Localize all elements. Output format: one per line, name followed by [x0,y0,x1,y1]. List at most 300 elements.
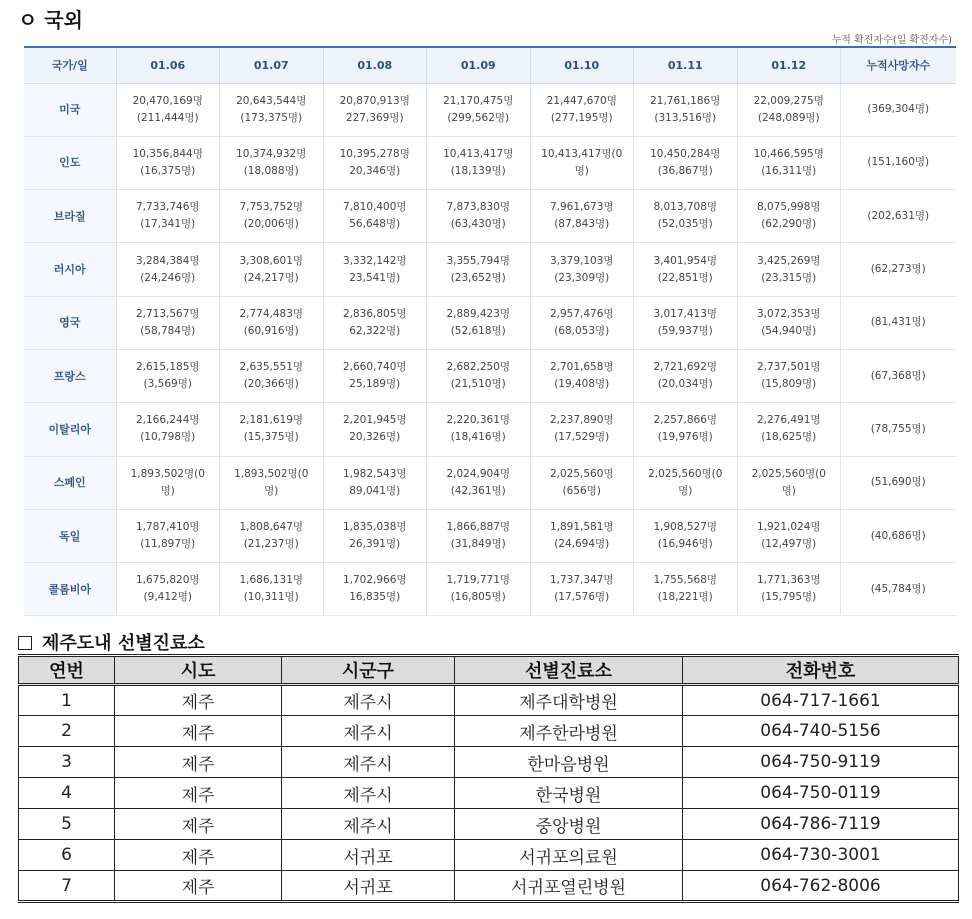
case-count-cell [116,349,220,402]
province: 제주 [115,871,282,902]
case-count-line: 2,024,904명 [446,467,511,480]
table-row [24,136,956,189]
case-count-cell [220,296,324,349]
case-count-cell [116,403,220,456]
column-header: 국가/일 [24,47,116,83]
case-count-cell [427,243,531,296]
table-row [19,840,959,871]
case-count-cell [634,136,738,189]
case-count-line: (58,784명) [140,324,196,337]
case-count-cell [634,509,738,562]
column-header: 시도 [115,656,282,685]
clinics-section-title [18,629,205,655]
case-count-cell [737,563,841,616]
table-unit-note: 누적 확진자수(일 확진자수) [831,35,952,46]
table-row [19,747,959,778]
case-count-line: 2,721,692명 [653,361,718,374]
column-header: 01.12 [737,47,841,83]
case-count-line: 2,220,361명 [446,414,511,427]
row-number: 1 [19,685,115,716]
case-count-line: 1,755,568명 [653,574,718,587]
case-count-line: 2,713,567명 [135,307,200,320]
city: 서귀포 [282,840,455,871]
case-count-line: 56,648명) [349,218,401,231]
case-count-line: 명) [264,484,279,497]
city: 제주시 [282,747,455,778]
cumulative-deaths: (151,160명) [841,136,956,189]
cumulative-deaths: (78,755명) [841,403,956,456]
country-name: 스페인 [24,456,116,509]
case-count-line: (248,089명) [757,111,820,124]
case-count-cell [427,456,531,509]
case-count-line: (31,849명) [450,538,506,551]
case-count-line: (17,529명) [554,431,610,444]
case-count-line: (24,246명) [140,271,196,284]
case-count-line: 3,017,413명 [653,307,718,320]
case-count-line: 1,891,581명 [549,521,614,534]
case-count-line: 7,961,673명 [549,201,614,214]
case-count-line: 2,025,560명(0 [648,467,723,480]
case-count-line: (68,053명) [554,324,610,337]
case-count-cell [634,190,738,243]
case-count-line: 2,660,740명 [342,361,407,374]
case-count-cell [737,190,841,243]
case-count-line: (17,576명) [554,591,610,604]
province: 제주 [115,747,282,778]
phone-number: 064-762-8006 [683,871,959,902]
case-count-cell [737,136,841,189]
case-count-cell [530,349,634,402]
city: 제주시 [282,685,455,716]
case-count-line: 명) [678,484,693,497]
case-count-line: (15,795명) [761,591,817,604]
case-count-line: (59,937명) [657,324,713,337]
case-count-line: 3,355,794명 [446,254,511,267]
case-count-line: (9,412명) [143,591,192,604]
case-count-line: (15,375명) [243,431,299,444]
case-count-cell [427,509,531,562]
cumulative-deaths: (45,784명) [841,563,956,616]
case-count-line: 21,447,670명 [546,94,617,107]
case-count-line: (18,416명) [450,431,506,444]
row-number: 4 [19,778,115,809]
table-row [24,403,956,456]
clinic-name: 서귀포의료원 [455,840,683,871]
cumulative-deaths: (40,686명) [841,509,956,562]
case-count-line: 1,893,502명(0 [130,467,205,480]
case-count-line: 3,072,353명 [756,307,821,320]
case-count-cell [323,190,427,243]
case-count-cell [116,83,220,136]
case-count-line: (16,946명) [657,538,713,551]
case-count-line: (87,843명) [554,218,610,231]
case-count-line: (24,217명) [243,271,299,284]
case-count-cell [427,83,531,136]
case-count-line: (12,497명) [761,538,817,551]
case-count-line: (24,694명) [554,538,610,551]
cumulative-deaths: (67,368명) [841,349,956,402]
case-count-line: 2,889,423명 [446,307,511,320]
case-count-line: 2,635,551명 [239,361,304,374]
case-count-line: 2,276,491명 [756,414,821,427]
case-count-line: (3,569명) [143,378,192,391]
case-count-line: 7,810,400명 [342,201,407,214]
province: 제주 [115,685,282,716]
cumulative-deaths: (81,431명) [841,296,956,349]
case-count-line: (62,290명) [761,218,817,231]
case-count-line: 2,836,805명 [342,307,407,320]
case-count-cell [530,83,634,136]
column-header: 누적사망자수 [841,47,956,83]
table-row [24,190,956,243]
table-header-row [24,47,956,83]
case-count-line: 2,201,945명 [342,414,407,427]
case-count-line: (18,625명) [761,431,817,444]
table-row [24,349,956,402]
case-count-line: (11,897명) [140,538,196,551]
case-count-cell [634,403,738,456]
case-count-line: 명) [574,164,589,177]
case-count-cell [323,456,427,509]
case-count-line: 20,346명) [349,164,401,177]
case-count-line: (173,375명) [240,111,303,124]
case-count-cell [634,243,738,296]
case-count-line: (52,035명) [657,218,713,231]
column-header: 01.11 [634,47,738,83]
table-row [24,563,956,616]
case-count-cell [323,136,427,189]
case-count-cell [737,83,841,136]
case-count-cell [530,136,634,189]
clinic-name: 제주대학병원 [455,685,683,716]
column-header: 연번 [19,656,115,685]
case-count-line: (15,809명) [761,378,817,391]
case-count-line: (23,315명) [761,271,817,284]
table-row [19,716,959,747]
case-count-line: (22,851명) [657,271,713,284]
case-count-line: 3,379,103명 [549,254,614,267]
column-header: 선별진료소 [455,656,683,685]
country-name: 콜롬비아 [24,563,116,616]
column-header: 시군구 [282,656,455,685]
row-number: 2 [19,716,115,747]
case-count-line: 2,682,250명 [446,361,511,374]
case-count-line: (36,867명) [657,164,713,177]
case-count-line: (18,088명) [243,164,299,177]
case-count-line: (10,311명) [243,591,299,604]
city: 서귀포 [282,871,455,902]
country-name: 인도 [24,136,116,189]
case-count-cell [323,83,427,136]
case-count-line: 명) [781,484,796,497]
case-count-line: 1,771,363명 [756,574,821,587]
case-count-cell [427,349,531,402]
case-count-line: (21,237명) [243,538,299,551]
case-count-cell [530,296,634,349]
checkbox-bullet-icon [18,636,32,650]
table-header-row [19,656,959,685]
case-count-line: 10,374,932명 [236,147,307,160]
case-count-cell [737,243,841,296]
case-count-line: 20,326명) [349,431,401,444]
case-count-cell [737,349,841,402]
case-count-line: 10,450,284명 [650,147,721,160]
case-count-line: (52,618명) [450,324,506,337]
country-name: 러시아 [24,243,116,296]
case-count-cell [323,349,427,402]
case-count-cell [220,456,324,509]
case-count-line: 1,719,771명 [446,574,511,587]
clinics-title-text: 제주도내 선별진료소 [42,633,205,654]
case-count-cell [116,136,220,189]
case-count-line: 1,982,543명 [342,467,407,480]
clinic-name: 한마음병원 [455,747,683,778]
case-count-line: (656명) [562,484,601,497]
case-count-line: 8,013,708명 [653,201,718,214]
phone-number: 064-750-0119 [683,778,959,809]
country-name: 이탈리아 [24,403,116,456]
clinic-name: 중앙병원 [455,809,683,840]
case-count-line: 2,181,619명 [239,414,304,427]
case-count-line: 1,702,966명 [342,574,407,587]
case-count-cell [220,349,324,402]
case-count-line: 2,957,476명 [549,307,614,320]
case-count-cell [116,296,220,349]
case-count-line: 21,761,186명 [650,94,721,107]
case-count-line: (299,562명) [447,111,510,124]
column-header: 01.07 [220,47,324,83]
case-count-line: (19,408명) [554,378,610,391]
cumulative-deaths: (62,273명) [841,243,956,296]
country-name: 독일 [24,509,116,562]
phone-number: 064-730-3001 [683,840,959,871]
case-count-cell [323,509,427,562]
case-count-line: 23,541명) [349,271,401,284]
case-count-line: 26,391명) [349,538,401,551]
case-count-line: 21,170,475명 [443,94,514,107]
case-count-line: (23,309명) [554,271,610,284]
table-cutoff-fade [24,614,952,622]
row-number: 7 [19,871,115,902]
case-count-line: 2,615,185명 [135,361,200,374]
clinic-name: 제주한라병원 [455,716,683,747]
case-count-cell [323,403,427,456]
case-count-line: 1,787,410명 [135,521,200,534]
case-count-line: (63,430명) [450,218,506,231]
clinic-name: 한국병원 [455,778,683,809]
case-count-line: 2,025,560명(0 [751,467,826,480]
province: 제주 [115,840,282,871]
case-count-cell [427,296,531,349]
case-count-line: 20,643,544명 [236,94,307,107]
case-count-line: 8,075,998명 [756,201,821,214]
case-count-cell [634,349,738,402]
case-count-line: 1,835,038명 [342,521,407,534]
case-count-cell [530,190,634,243]
case-count-line: 명) [160,484,175,497]
table-row [19,809,959,840]
case-count-line: 1,893,502명(0 [234,467,309,480]
cumulative-deaths: (202,631명) [841,190,956,243]
case-count-line: (10,798명) [140,431,196,444]
case-count-cell [530,509,634,562]
case-count-cell [323,563,427,616]
column-header: 01.09 [427,47,531,83]
case-count-cell [220,83,324,136]
case-count-cell [737,296,841,349]
case-count-line: (17,341명) [140,218,196,231]
case-count-line: 2,166,244명 [135,414,200,427]
case-count-line: 10,413,417명 [443,147,514,160]
case-count-line: 1,866,887명 [446,521,511,534]
case-count-line: (211,444명) [136,111,199,124]
table-row [19,871,959,902]
case-count-line: 1,921,024명 [756,521,821,534]
case-count-line: 2,701,658명 [549,361,614,374]
country-name: 브라질 [24,190,116,243]
case-count-line: 16,835명) [349,591,401,604]
case-count-cell [530,403,634,456]
case-count-line: 2,237,890명 [549,414,614,427]
case-count-cell [323,296,427,349]
case-count-cell [220,243,324,296]
province: 제주 [115,778,282,809]
case-count-line: 10,413,417명(0 [541,147,623,160]
case-count-cell [116,509,220,562]
overseas-section-title: ㅇ 국외 [18,8,83,32]
province: 제주 [115,716,282,747]
case-count-line: 10,466,595명 [753,147,824,160]
case-count-cell [737,456,841,509]
case-count-line: 25,189명) [349,378,401,391]
cumulative-deaths: (369,304명) [841,83,956,136]
case-count-line: 62,322명) [349,324,401,337]
case-count-cell [220,403,324,456]
case-count-line: 10,356,844명 [132,147,203,160]
table-row [19,778,959,809]
case-count-cell [530,563,634,616]
case-count-cell [427,403,531,456]
case-count-cell [634,456,738,509]
case-count-cell [116,456,220,509]
row-number: 5 [19,809,115,840]
case-count-line: 2,737,501명 [756,361,821,374]
case-count-line: 1,808,647명 [239,521,304,534]
case-count-line: 1,908,527명 [653,521,718,534]
case-count-line: (18,139명) [450,164,506,177]
case-count-cell [634,563,738,616]
column-header: 01.08 [323,47,427,83]
row-number: 6 [19,840,115,871]
case-count-cell [220,509,324,562]
city: 제주시 [282,716,455,747]
overseas-cases-table [24,46,956,616]
case-count-line: 7,753,752명 [239,201,304,214]
case-count-cell [427,190,531,243]
case-count-cell [634,296,738,349]
screening-clinics-table [18,654,959,903]
case-count-cell [323,243,427,296]
case-count-line: (23,652명) [450,271,506,284]
case-count-line: 7,873,830명 [446,201,511,214]
case-count-line: 3,332,142명 [342,254,407,267]
case-count-line: (277,195명) [550,111,613,124]
cumulative-deaths: (51,690명) [841,456,956,509]
column-header: 전화번호 [683,656,959,685]
case-count-cell [737,509,841,562]
case-count-line: 1,737,347명 [549,574,614,587]
case-count-line: 2,774,483명 [239,307,304,320]
case-count-line: (60,916명) [243,324,299,337]
case-count-cell [427,563,531,616]
table-row [24,83,956,136]
case-count-cell [530,243,634,296]
country-name: 미국 [24,83,116,136]
column-header: 01.06 [116,47,220,83]
phone-number: 064-786-7119 [683,809,959,840]
table-row [24,243,956,296]
case-count-line: 20,470,169명 [132,94,203,107]
case-count-cell [220,136,324,189]
case-count-cell [116,563,220,616]
case-count-cell [634,83,738,136]
table-row [19,685,959,716]
case-count-line: (313,516명) [654,111,717,124]
case-count-line: 2,025,560명 [549,467,614,480]
case-count-line: (54,940명) [761,324,817,337]
case-count-line: 3,425,269명 [756,254,821,267]
city: 제주시 [282,778,455,809]
case-count-cell [116,190,220,243]
case-count-line: (19,976명) [657,431,713,444]
case-count-line: 22,009,275명 [753,94,824,107]
country-name: 프랑스 [24,349,116,402]
case-count-line: 1,675,820명 [135,574,200,587]
case-count-line: (18,221명) [657,591,713,604]
case-count-cell [530,456,634,509]
column-header: 01.10 [530,47,634,83]
phone-number: 064-740-5156 [683,716,959,747]
case-count-cell [220,563,324,616]
case-count-line: (20,006명) [243,218,299,231]
case-count-line: 227,369명) [345,111,404,124]
case-count-line: (42,361명) [450,484,506,497]
case-count-line: 3,401,954명 [653,254,718,267]
case-count-line: (16,805명) [450,591,506,604]
case-count-line: 2,257,866명 [653,414,718,427]
case-count-line: 7,733,746명 [135,201,200,214]
case-count-line: 89,041명) [349,484,401,497]
phone-number: 064-717-1661 [683,685,959,716]
row-number: 3 [19,747,115,778]
table-row [24,509,956,562]
table-row [24,456,956,509]
case-count-line: 10,395,278명 [339,147,410,160]
phone-number: 064-750-9119 [683,747,959,778]
case-count-line: 3,308,601명 [239,254,304,267]
case-count-line: (16,375명) [140,164,196,177]
case-count-line: (20,366명) [243,378,299,391]
case-count-line: 1,686,131명 [239,574,304,587]
case-count-line: (21,510명) [450,378,506,391]
country-name: 영국 [24,296,116,349]
city: 제주시 [282,809,455,840]
table-row [24,296,956,349]
case-count-line: 20,870,913명 [339,94,410,107]
case-count-cell [737,403,841,456]
case-count-cell [116,243,220,296]
case-count-cell [220,190,324,243]
